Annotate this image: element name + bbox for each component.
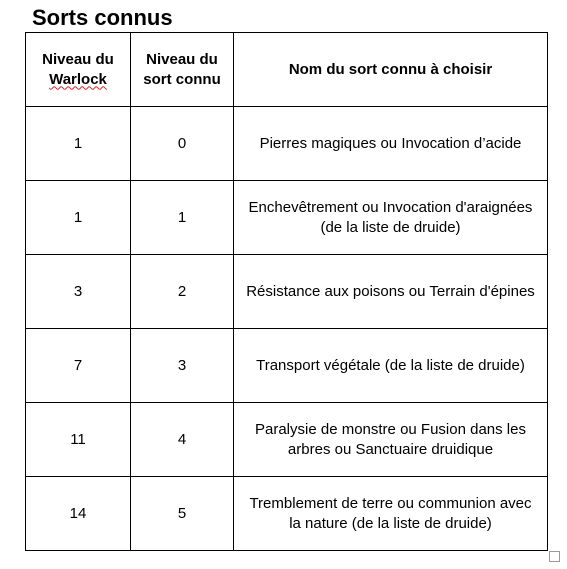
- cell-spell-level[interactable]: 3: [131, 329, 234, 403]
- header-spell-level[interactable]: Niveau du sort connu: [131, 33, 234, 107]
- cell-warlock-level[interactable]: 7: [26, 329, 131, 403]
- cell-spell-name[interactable]: Enchevêtrement ou Invocation d'araignées (de la liste de druide): [234, 181, 548, 255]
- table-header-row: [26, 33, 548, 107]
- cell-spell-level[interactable]: 5: [131, 477, 234, 551]
- known-spells-table: [25, 32, 548, 551]
- cell-spell-name[interactable]: Tremblement de terre ou communion avec la nature (de la liste de druide): [234, 477, 548, 551]
- cell-spell-level[interactable]: 1: [131, 181, 234, 255]
- cell-warlock-level[interactable]: 1: [26, 181, 131, 255]
- table-row: [26, 181, 548, 255]
- header-warlock-level[interactable]: [26, 33, 131, 107]
- table-row: [26, 107, 548, 181]
- cell-spell-level[interactable]: 2: [131, 255, 234, 329]
- cell-spell-level[interactable]: 0: [131, 107, 234, 181]
- table-row: [26, 477, 548, 551]
- table-resize-handle[interactable]: [549, 551, 560, 562]
- header-warlock-level-line1: Niveau du: [42, 50, 114, 68]
- header-warlock-level-line2: Warlock: [49, 70, 107, 88]
- header-spell-name[interactable]: Nom du sort connu à choisir: [234, 33, 548, 107]
- cell-warlock-level[interactable]: 11: [26, 403, 131, 477]
- cell-spell-level[interactable]: 4: [131, 403, 234, 477]
- table-row: [26, 255, 548, 329]
- cell-spell-name[interactable]: Résistance aux poisons ou Terrain d'épines: [234, 255, 548, 329]
- cell-warlock-level[interactable]: 1: [26, 107, 131, 181]
- table-row: [26, 403, 548, 477]
- document-title: Sorts connus: [32, 5, 173, 30]
- table-row: [26, 329, 548, 403]
- cell-spell-name[interactable]: Paralysie de monstre ou Fusion dans les arbres ou Sanctuaire druidique: [234, 403, 548, 477]
- cell-warlock-level[interactable]: 14: [26, 477, 131, 551]
- cell-warlock-level[interactable]: 3: [26, 255, 131, 329]
- cell-spell-name[interactable]: Transport végétale (de la liste de druide): [234, 329, 548, 403]
- cell-spell-name[interactable]: Pierres magiques ou Invocation d’acide: [234, 107, 548, 181]
